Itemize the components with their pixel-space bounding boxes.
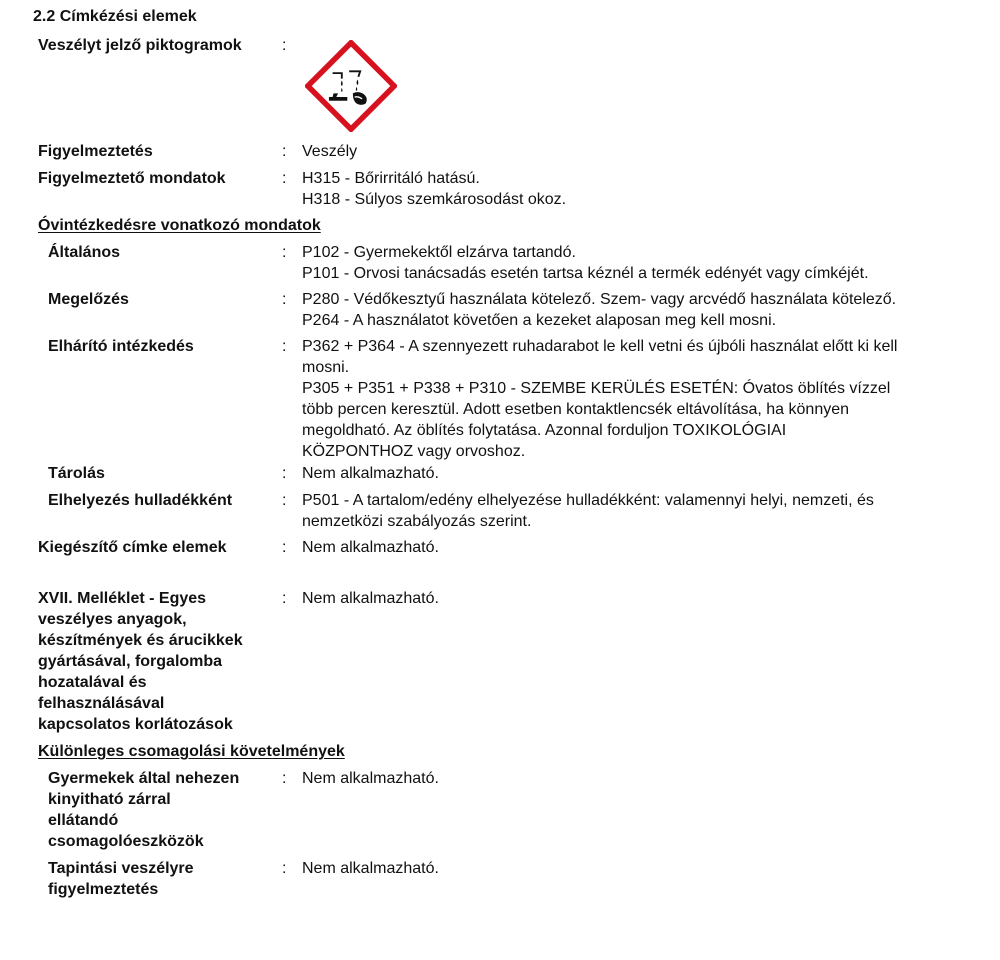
child-resistant-label: Gyermekek által nehezen kinyitható zárral ellátandó csomagolóeszközök — [48, 770, 240, 850]
ghs05-corrosion-icon — [305, 40, 397, 132]
annex17-colon: : — [282, 590, 287, 607]
response-label: Elhárító intézkedés — [48, 338, 194, 355]
precaution-line: több percen keresztül. Adott esetben kontaktlencsék eltávolítása, ha könnyen — [302, 401, 850, 418]
hazard-statements-value — [302, 168, 566, 210]
precaution-line: KÖZPONTHOZ vagy orvoshoz. — [302, 443, 526, 460]
section-title: 2.2 Címkézési elemek — [33, 8, 197, 25]
precaution-line: P280 - Védőkesztyű használata kötelező. Szem- vagy arcvédő használata kötelező. — [302, 291, 897, 308]
prevention-label: Megelőzés — [48, 291, 129, 308]
precaution-line: P362 + P364 - A szennyezett ruhadarabot le kell vetni és újbóli használat előtt ki kell — [302, 338, 898, 355]
disposal-colon: : — [282, 492, 287, 509]
annex17-value: Nem alkalmazható. — [302, 590, 439, 607]
prevention-colon: : — [282, 291, 287, 308]
child-resistant-colon: : — [282, 770, 287, 787]
precaution-line: P264 - A használatot követően a kezeket alaposan meg kell mosni. — [302, 312, 777, 329]
signal-word-colon: : — [282, 143, 287, 160]
response-colon: : — [282, 338, 287, 355]
prevention-value — [302, 289, 896, 331]
precaution-line: P305 + P351 + P338 + P310 - SZEMBE KERÜLÉS ESETÉN: Óvatos öblítés vízzel — [302, 380, 891, 397]
precaution-line: P102 - Gyermekektől elzárva tartandó. — [302, 244, 576, 261]
hazard-statement-line: H315 - Bőrirritáló hatású. — [302, 170, 480, 187]
general-label: Általános — [48, 244, 121, 261]
precaution-heading: Óvintézkedésre vonatkozó mondatok — [38, 217, 321, 234]
storage-colon: : — [282, 465, 287, 482]
general-value — [302, 242, 869, 284]
precaution-line: P501 - A tartalom/edény elhelyezése hulladékként: valamennyi helyi, nemzeti, és — [302, 492, 874, 509]
precaution-line: megoldható. Az öblítés folytatása. Azonnal forduljon TOXIKOLÓGIAI — [302, 422, 787, 439]
supplemental-value: Nem alkalmazható. — [302, 539, 439, 556]
storage-value: Nem alkalmazható. — [302, 465, 439, 482]
pictogram-colon: : — [282, 37, 287, 54]
hazard-statement-line: H318 - Súlyos szemkárosodást okoz. — [302, 191, 567, 208]
precaution-line: P101 - Orvosi tanácsadás esetén tartsa kéznél a termék edényét vagy címkéjét. — [302, 265, 869, 282]
disposal-label: Elhelyezés hulladékként — [48, 492, 233, 509]
signal-word-value: Veszély — [302, 143, 358, 160]
precaution-line: mosni. — [302, 359, 350, 376]
supplemental-colon: : — [282, 539, 287, 556]
tactile-warning-colon: : — [282, 860, 287, 877]
general-colon: : — [282, 244, 287, 261]
precaution-line: nemzetközi szabályozás szerint. — [302, 513, 532, 530]
hazard-statements-colon: : — [282, 170, 287, 187]
storage-label: Tárolás — [48, 465, 105, 482]
tactile-warning-label: Tapintási veszélyre figyelmeztetés — [48, 860, 194, 898]
packaging-heading: Különleges csomagolási követelmények — [38, 743, 345, 760]
supplemental-label: Kiegészítő címke elemek — [38, 539, 227, 556]
hazard-statements-label: Figyelmeztető mondatok — [38, 170, 226, 187]
tactile-warning-value: Nem alkalmazható. — [302, 860, 439, 877]
response-value — [302, 336, 897, 462]
signal-word-label: Figyelmeztetés — [38, 143, 153, 160]
disposal-value — [302, 490, 874, 532]
pictogram-label: Veszélyt jelző piktogramok — [38, 37, 242, 54]
annex17-label: XVII. Melléklet - Egyes veszélyes anyagok, készítmények és árucikkek gyártásával, forgalomba hozatalával és felhasználásával kapcsolatos korlátozások — [38, 590, 243, 733]
child-resistant-value: Nem alkalmazható. — [302, 770, 439, 787]
